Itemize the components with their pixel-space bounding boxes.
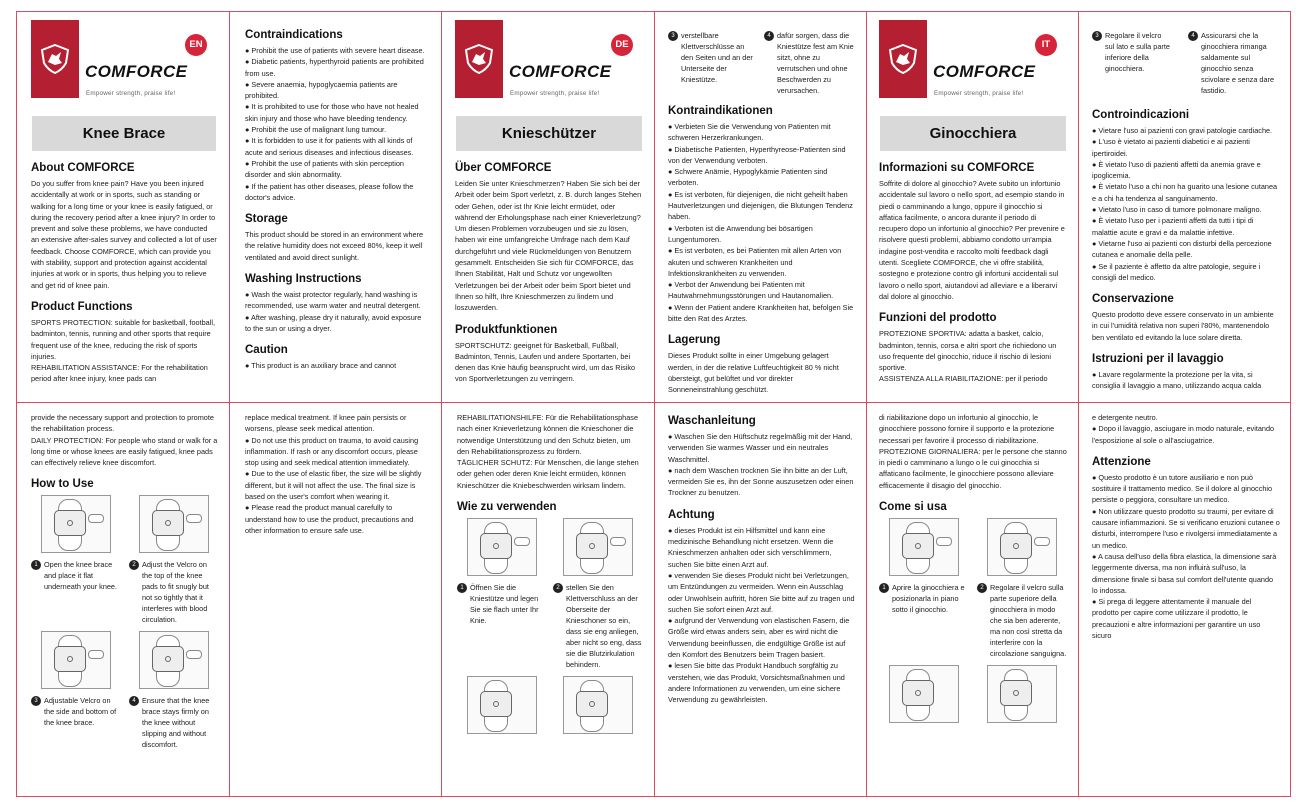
brand-logo [879,20,927,98]
paragraph: Leiden Sie unter Knieschmerzen? Haben Sie sich bei der Arbeit oder beim Sport verletzt, z. B. durch langes Stehen oder Gehen, oder ist Ihr Knie leicht ermüdet, oder während der Erholungsphase nach einer Knieverletzung? Um diesen Problemen vorzubeugen und sie zu lösen, haben wir eine umfangreiche Umfrage nach dem Kauf durchgeführt und viele Rückmeldungen von Benutzern gesammelt. Entscheiden Sie sich für COMFORCE, das Ihnen Stabilität, Halt und Schutz vor ungewollten Verletzungen bei der Arbeit oder beim Sport bietet und Ihnen so hilft, Ihre Knieschmerzen zu lindern und loszuwerden. [455,179,642,313]
de-caution-panel [668,412,856,794]
list-item: ● Diabetic patients, hyperthyroid patients are prohibited from use. [245,57,424,78]
paragraph: Soffrite di dolore al ginocchio? Avete subito un infortunio accidentale sul lavoro o nello sport, ad esempio stando in piedi o camminando a lungo, oppure il ginocchio si affatica facilmente, o ancora durante il periodo di recupero dopo un infortunio al ginocchio? Per prevenire e risolvere questi problemi, abbiamo condotto un'ampia indagine post-vendita e raccolto molti feedback dagli utenti. Scegliete COMFORCE, che vi offre stabilità, sostegno e protezione contro gli infortuni accidentali sul lavoro o nello sport, aiutandovi ad alleviare e a liberarvi dal dolore al ginocchio. [879,179,1065,301]
section-heading: Come si usa [879,501,947,514]
list-item: ● aufgrund der Verwendung von elastischen Fasern, die Größe wird etwas anders sein, aber es wird nicht die Verwendung beeinflussen, die endgültige Größe ist auf den Komfort des Benutzers beim Tragen basiert. [668,616,850,660]
knee-illustration [987,665,1057,723]
paragraph: provide the necessary support and protection to promote the rehabilitation process. [31,413,214,434]
step-item: 2 Adjust the Velcro on the top of the knee pads to fit snugly but not so tightly that it interferes with blood circulation. [129,495,219,625]
list-item: ● lesen Sie bitte das Produkt Handbuch sorgfältig zu verstehen, wie das Produkt, Vorsichtsmaßnahmen und andere Informationen zu verwenden, um eine sichere Verwendung zu gewährleisten. [668,661,845,705]
knee-illustration [563,518,633,576]
section-heading: Funzioni del prodotto [879,312,997,325]
language-badge: EN [185,34,207,56]
list-item: ● Non utilizzare questo prodotto su traumi, per evitare di causare infiammazioni. Se si verificano eruzioni cutanee o disturbi, interrompere l'uso e rivolgersi immediatamente a un medico. [1092,506,1280,550]
en-contra-panel [245,26,427,400]
step-item [879,665,969,729]
list-item: ● Vietare l'uso ai pazienti con gravi patologie cardiache. [1092,126,1273,135]
de-contra-panel [668,26,854,400]
section-heading: Storage [245,213,288,226]
paragraph: PROTEZIONE SPORTIVA: adatta a basket, calcio, badminton, tennis, corsa e altri sport che richiedono un uso frequente del ginocchio, riduce il rischio di lesioni sportive. [879,329,1057,373]
it-cover-panel [879,20,1067,400]
section-heading: Informazioni su COMFORCE [879,162,1035,174]
knee-illustration [41,495,111,553]
section-heading: Lagerung [668,334,721,347]
section-heading: Produktfunktionen [455,323,558,336]
rhino-shield-icon [465,44,493,74]
step-list [1092,30,1280,96]
list-item: ● Vietato l'uso in caso di tumore polmonare maligno. [1092,205,1262,215]
list-item: ● Vietarne l'uso ai pazienti con disturbi della percezione cutanea e anomalie della pelle. [1092,238,1272,260]
list-item: ● Si prega di leggere attentamente il manuale del prodotto per capire come utilizzare il prodotto, le precauzioni e altre informazioni per garantire un uso sicuro [1092,597,1261,641]
fold-line [441,12,442,796]
list-item: ● If the patient has other diseases, please follow the doctor's advice. [245,181,414,202]
paragraph: Do you suffer from knee pain? Have you been injured accidentally at work or in sports, such as standing or walking for a long time or your knee is easily fatigued, or during the recovery period after a knee injury? In order to prevent and solve these problems, we have conducted an extensive after-sales survey and collected a lot of user feedback. Choose COMFORCE, which can provide you with stability, support and protection against accidental injuries at work or in sports, thus helping you to relieve and get rid of knee pain. [31,179,217,290]
step-item: 1 Öffnen Sie die Kniestütze und legen Sie sie flach unter Ihr Knie. [457,518,547,670]
brand-name: COMFORCE [85,62,188,81]
rhino-shield-icon [41,44,69,74]
product-title: Ginocchiera [880,116,1066,151]
section-heading: Wie zu verwenden [457,501,557,514]
it-contra-panel [1092,26,1280,400]
it-caution-panel [1092,412,1280,794]
list-item: ● Waschen Sie den Hüftschutz regelmäßig mit der Hand, verwenden Sie warmes Wasser und ein neutrales Waschmittel. [668,432,853,464]
paragraph: Questo prodotto deve essere conservato in un ambiente in cui l'umidità relativa non superi l'80%, mantenendolo ben ventilato ed evitando la luce solare diretta. [1092,310,1274,342]
brand-tagline: Empower strength, praise life! [86,90,176,97]
section-heading: Über COMFORCE [455,162,552,174]
section-heading: Product Functions [31,300,133,313]
list-item: ● Wenn der Patient andere Krankheiten hat, befolgen Sie bitte den Rat des Arztes. [668,302,854,324]
list-item: ● È vietato l'uso a chi non ha guarito una lesione cutanea e a chi ha tendenza al sanguinamento. [1092,182,1278,203]
section-heading: Attenzione [1092,455,1151,468]
knee-illustration [139,631,209,689]
list-item: ● Dopo il lavaggio, asciugare in modo naturale, evitando l'esposizione al sole o all'asciugatrice. [1092,424,1275,445]
list-item: ● Please read the product manual carefully to understand how to use the product, precautions and other information to ensure safe use. [245,503,414,535]
fold-line-horizontal [17,402,1290,403]
list-item: ● Verbieten Sie die Verwendung von Patienten mit schweren Herzerkrankungen. [668,122,831,143]
product-title: Knieschützer [456,116,642,151]
step-caption: 4 dafür sorgen, dass die Kniestütze fest am Knie sitzt, ohne zu verrutschen und ohne Beschwerden zu verursachen. [764,30,854,96]
knee-illustration [889,518,959,576]
step-item: 2 stellen Sie den Klettverschluss an der Oberseite der Knieschoner so ein, dass sie eng anliegen, aber nicht so eng, dass sie die Blutzirkulation behindern. [553,518,643,670]
rhino-shield-icon [889,44,917,74]
paragraph: Dieses Produkt sollte in einer Umgebung gelagert werden, in der die relative Luftfeuchtigkeit 80 % nicht übersteigt, gut belüftet und vor direkter Sonneneinstrahlung geschützt. [668,351,839,395]
list-item: ● This product is an auxiliary brace and cannot [245,361,397,371]
paragraph: TÄGLICHER SCHUTZ: Für Menschen, die lange stehen oder gehen oder deren Knie leicht ermüden, können Knieschützer die Kniebeschwerden wirksam lindern. [457,458,639,490]
list-item: ● It is forbidden to use it for patients with all kinds of acute and serious diseases and infectious diseases. [245,136,414,157]
fold-line [866,12,867,796]
step-list [31,495,219,756]
section-heading: Waschanleitung [668,415,756,427]
list-item: ● È vietato l'uso per i pazienti affetti da tutti i tipi di malattie acute e gravi e da malattie infettive. [1092,216,1254,237]
list-item: ● Due to the use of elastic fiber, the size will be slightly different, but it will not affect the use. The final size is based on the user's comfort when wearing it. [245,469,422,502]
section-heading: How to Use [31,478,94,491]
list-item: ● Es ist verboten, für diejenigen, die nicht geheilt haben Hautverletzungen und diejenigen, die Blutungen Tendenz haben. [668,189,853,222]
paragraph: SPORTSCHUTZ: geeignet für Basketball, Fußball, Badminton, Tennis, Laufen und andere Sportarten, bei denen das Knie häufig beansprucht wird, um das Risiko von Sportverletzungen zu verringern. [455,340,636,384]
en-cover-panel [31,20,217,400]
en-caution-panel [245,412,429,794]
paragraph: REHABILITATIONSHILFE: Für die Rehabilitationsphase nach einer Knieverletzung können die Knieschoner die notwendige Unterstützung und den Schutz bieten, um den Rehabilitationsprozess zu fördern. [457,413,639,456]
section-heading: Caution [245,344,288,357]
fold-line [229,12,230,796]
list-item: ● Prohibit the use of patients with skin perception disorder and skin abnormality. [245,158,404,180]
list-item: ● Verbot der Anwendung bei Patienten mit Hautwahrnehmungsstörungen und Hautanomalien. [668,280,834,301]
list-item: ● Prohibit the use of malignant lung tumour. [245,125,387,135]
section-heading: Contraindications [245,29,343,41]
paragraph: di riabilitazione dopo un infortunio al ginocchio, le ginocchiere possono fornire il supporto e la protezione necessari per favorire il processo di riabilitazione. [879,413,1055,445]
step-caption: 4 Assicurarsi che la ginocchiera rimanga saldamente sul ginocchio senza scivolare e senza dare fastidio. [1188,30,1280,96]
section-heading: Kontraindikationen [668,105,773,117]
product-title: Knee Brace [32,116,216,151]
section-heading: Washing Instructions [245,273,362,286]
brand-tagline: Empower strength, praise life! [934,90,1024,97]
knee-illustration [41,631,111,689]
knee-illustration [987,518,1057,576]
list-item: ● A causa dell'uso della fibra elastica, la dimensione sarà leggermente diversa, ma non influirà sull'uso, la dimensione finale si basa sul comfort dell'utente quando lo indossa. [1092,551,1277,595]
step-caption: 3 verstellbare Klettverschlüsse an den Seiten und an der Unterseite der Kniestütze. [668,30,754,96]
language-badge: DE [611,34,633,56]
section-heading: Controindicazioni [1092,109,1190,121]
brand-name: COMFORCE [509,62,612,81]
it-howto-panel [879,412,1067,794]
step-item [553,676,643,740]
list-item: ● L'uso è vietato ai pazienti diabetici e ai pazienti ipertiroidei. [1092,137,1250,158]
de-howto-panel [457,412,643,794]
list-item: ● Se il paziente è affetto da altre patologie, seguire i consigli del medico. [1092,261,1261,282]
paragraph: This product should be stored in an environment where the relative humidity does not exceed 80%, keep it well ventilated and avoid direct sunlight. [245,230,424,262]
list-item: ● After washing, please dry it naturally, avoid exposure to the sun or using a dryer. [245,312,422,333]
list-item: ● Diabetische Patienten, Hyperthyreose-Patienten sind von der Verwendung verboten. [668,144,846,165]
list-item: ● Questo prodotto è un tutore ausiliario e non può sostituire il trattamento medico. Se il dolore al ginocchio persiste o peggiora, consultare un medico. [1092,472,1273,505]
knee-illustration [467,518,537,576]
paragraph: DAILY PROTECTION: For people who stand or walk for a long time or whose knees are easily fatigued, knee pads can effectively relieve knee discomfort. [31,435,218,468]
list-item: ● È vietato l'uso di pazienti affetti da anemia grave e ipoglicemia. [1092,159,1261,181]
section-heading: About COMFORCE [31,162,135,174]
section-heading: Achtung [668,508,715,521]
instruction-sheet [16,11,1291,797]
step-item [977,665,1067,729]
de-cover-panel [455,20,643,400]
knee-illustration [467,676,537,734]
step-item: 1 Open the knee brace and place it flat underneath your knee. [31,495,121,625]
paragraph: REHABILITATION ASSISTANCE: For the rehabilitation period after knee injury, knee pads can [31,363,208,384]
list-item: ● dieses Produkt ist ein Hilfsmittel und kann eine medizinische Behandlung nicht ersetzen. Wenn die Knieschmerzen anhalten oder sich verschlimmern, suchen Sie bitte einen Arzt auf. [668,525,834,569]
brand-tagline: Empower strength, praise life! [510,90,600,97]
brand-header [455,20,643,116]
step-item: 2 Regolare il velcro sulla parte superiore della ginocchiera in modo che sia ben aderente, ma non così stretta da interferire con la circolazione sanguigna. [977,518,1067,659]
brand-header [879,20,1067,116]
step-list [879,518,1067,735]
knee-illustration [139,495,209,553]
list-item: ● Schwere Anämie, Hypoglykämie Patienten sind verboten. [668,167,828,188]
paragraph: SPORTS PROTECTION: suitable for basketball, football, badminton, tennis, running and other sports that require frequent use of the knee, reducing the risk of sports injuries. [31,317,215,361]
section-heading: Conservazione [1092,293,1174,306]
list-item: ● It is prohibited to use for those who have not healed skin injury and those who have bleeding tendency. [245,102,419,123]
paragraph: ASSISTENZA ALLA RIABILITAZIONE: per il periodo [879,374,1048,384]
step-item: 4 Ensure that the knee brace stays firmly on the knee without slipping and without discomfort. [129,631,219,750]
knee-illustration [889,665,959,723]
step-item: 1 Aprire la ginocchiera e posizionarla in piano sotto il ginocchio. [879,518,969,659]
list-item: ● Prohibit the use of patients with severe heart disease. [245,46,425,55]
fold-line [654,12,655,796]
fold-line [1078,12,1079,796]
list-item: ● Do not use this product on trauma, to avoid causing inflammation. If rash or any discomfort occurs, please stop using and seek medical attention immediately. [245,435,419,468]
step-list [668,30,854,96]
paragraph: PROTEZIONE GIORNALIERA: per le persone che stanno in piedi o camminano a lungo o le cui ginocchia si affaticano facilmente, le ginocchiere possono alleviare efficacemente il disagio del ginocchio. [879,446,1067,490]
step-caption: 3 Regolare il velcro sul lato e sulla parte inferiore della ginocchiera. [1092,30,1172,96]
step-item: 3 Adjustable Velcro on the side and bottom of the knee brace. [31,631,121,750]
paragraph: e detergente neutro. [1092,413,1158,422]
brand-header [31,20,217,116]
list-item: ● Severe anaemia, hypoglycaemia patients are prohibited. [245,79,398,101]
knee-illustration [563,676,633,734]
step-item [457,676,547,740]
list-item: ● Verboten ist die Anwendung bei bösartigen Lungentumoren. [668,223,813,244]
list-item: ● Es ist verboten, es bei Patienten mit allen Arten von akuten und schweren Krankheiten und Infektionskrankheiten zu verwenden. [668,246,842,278]
brand-logo [31,20,79,98]
list-item: ● Lavare regolarmente la protezione per la vita, si consiglia il lavaggio a mano, utilizzando acqua calda [1092,370,1262,391]
list-item: ● verwenden Sie dieses Produkt nicht bei Verletzungen, um Entzündungen zu vermeiden. Wenn ein Ausschlag oder Unwohlsein auftritt, hören Sie bitte auf zu tragen und suchen Sie sofort einen Arzt auf. [668,570,855,614]
list-item: ● nach dem Waschen trocknen Sie ihn bitte an der Luft, vermeiden Sie es, ihn der Sonne auszusetzen oder einen Trockner zu benutzen. [668,465,854,498]
section-heading: Istruzioni per il lavaggio [1092,353,1224,366]
step-list [457,518,643,746]
en-howto-panel [31,412,219,794]
list-item: ● Wash the waist protector regularly, hand washing is recommended, use warm water and neutral detergent. [245,290,421,311]
brand-logo [455,20,503,98]
brand-name: COMFORCE [933,62,1036,81]
paragraph: replace medical treatment. If knee pain persists or worsens, please seek medical attention. [245,413,407,434]
language-badge: IT [1035,34,1057,56]
